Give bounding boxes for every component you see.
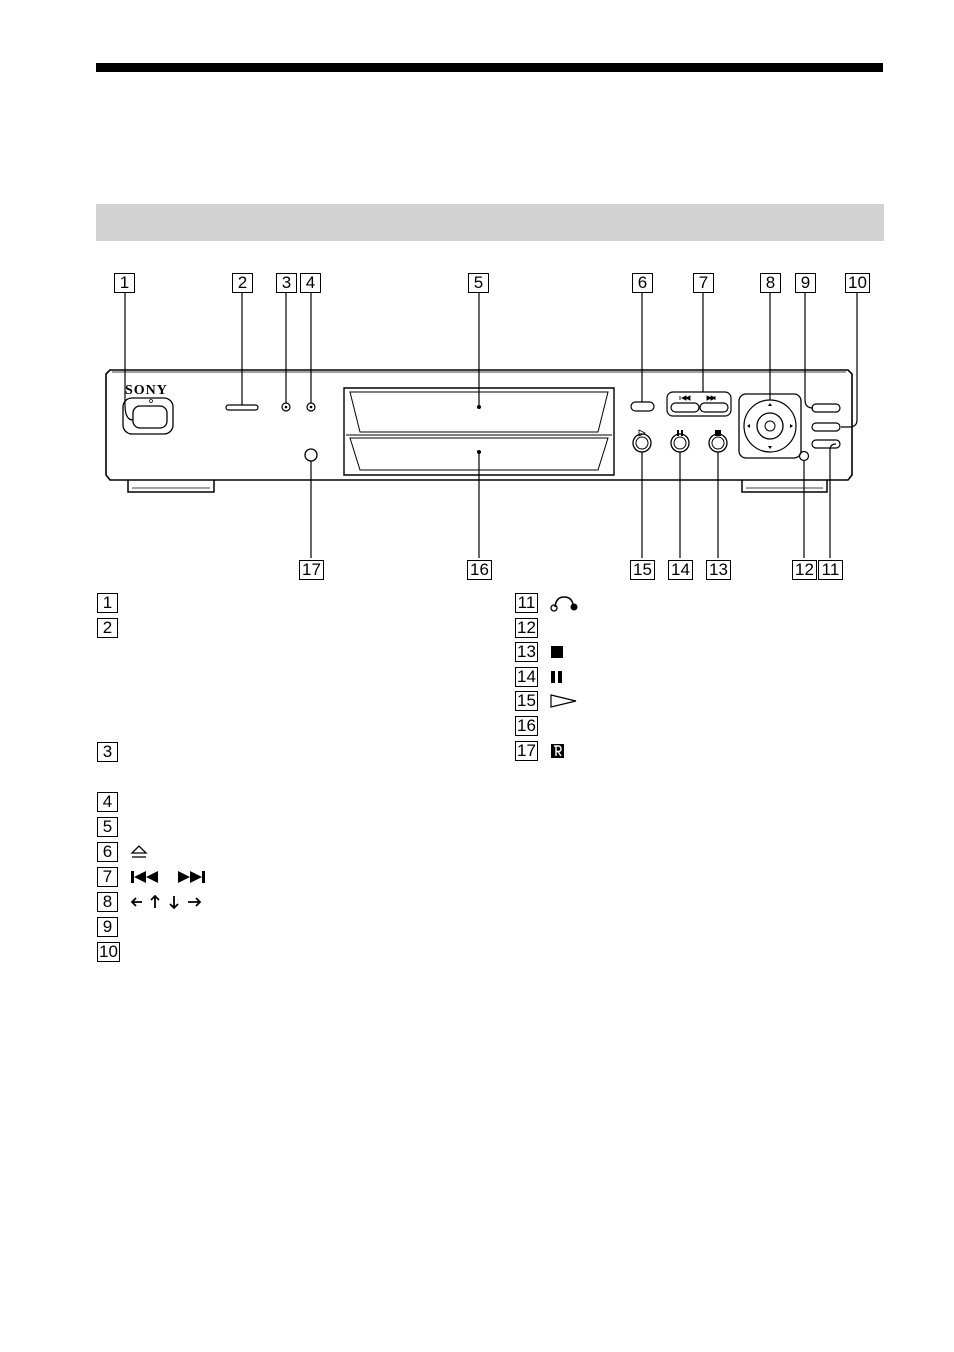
legend-item-2 <box>97 618 118 638</box>
callout-15: 15 <box>630 560 655 580</box>
callout-12: 12 <box>792 560 817 580</box>
stop-icon <box>550 644 566 660</box>
legend-number: 14 <box>515 667 538 687</box>
callout-14: 14 <box>668 560 693 580</box>
return-icon <box>550 594 578 612</box>
callout-8: 8 <box>760 273 781 293</box>
legend-item-4 <box>97 792 118 812</box>
callout-1: 1 <box>114 273 135 293</box>
eject-icon <box>130 844 148 860</box>
callout-9: 9 <box>795 273 816 293</box>
legend-item-17 <box>515 741 566 761</box>
legend-number: 7 <box>97 867 118 887</box>
callout-6: 6 <box>632 273 653 293</box>
legend-item-3 <box>97 742 118 762</box>
legend-number: 3 <box>97 742 118 762</box>
callout-3: 3 <box>276 273 297 293</box>
legend-item-13 <box>515 642 566 662</box>
brand-logo: SONY <box>125 383 168 398</box>
callout-4: 4 <box>300 273 321 293</box>
legend-item-11 <box>515 593 578 613</box>
legend-number: 4 <box>97 792 118 812</box>
leader-lines <box>125 292 857 558</box>
legend-number: 12 <box>515 618 538 638</box>
legend-item-5 <box>97 817 118 837</box>
callout-2: 2 <box>232 273 253 293</box>
legend-item-8 <box>97 892 204 912</box>
prev-next-icon <box>130 869 216 885</box>
legend-number: 13 <box>515 642 538 662</box>
legend-number: 16 <box>515 716 538 736</box>
callout-16: 16 <box>467 560 492 580</box>
play-icon <box>550 693 578 709</box>
player-front-panel <box>0 0 954 600</box>
callout-5: 5 <box>468 273 489 293</box>
legend-number: 9 <box>97 917 118 937</box>
legend-number: 5 <box>97 817 118 837</box>
legend-number: 15 <box>515 691 538 711</box>
legend-item-15 <box>515 691 578 711</box>
legend-item-12 <box>515 618 538 638</box>
legend-item-10 <box>97 942 120 962</box>
legend-item-9 <box>97 917 118 937</box>
legend-item-7 <box>97 867 216 887</box>
callout-13: 13 <box>706 560 731 580</box>
front-panel-diagram <box>0 0 954 600</box>
arrow-keys-icon <box>130 894 204 910</box>
callout-11: 11 <box>818 560 843 580</box>
legend-number: 8 <box>97 892 118 912</box>
legend-item-1 <box>97 593 118 613</box>
legend-item-16 <box>515 716 538 736</box>
legend-number: 11 <box>515 593 538 613</box>
callout-7: 7 <box>693 273 714 293</box>
legend-number: 17 <box>515 741 538 761</box>
legend-number: 1 <box>97 593 118 613</box>
legend-item-14 <box>515 667 566 687</box>
callout-10: 10 <box>845 273 870 293</box>
legend-number: 10 <box>97 942 120 962</box>
pause-icon <box>550 669 566 685</box>
remote-sensor-icon <box>550 743 566 759</box>
legend-number: 2 <box>97 618 118 638</box>
legend-number: 6 <box>97 842 118 862</box>
callout-17: 17 <box>299 560 324 580</box>
legend-item-6 <box>97 842 148 862</box>
